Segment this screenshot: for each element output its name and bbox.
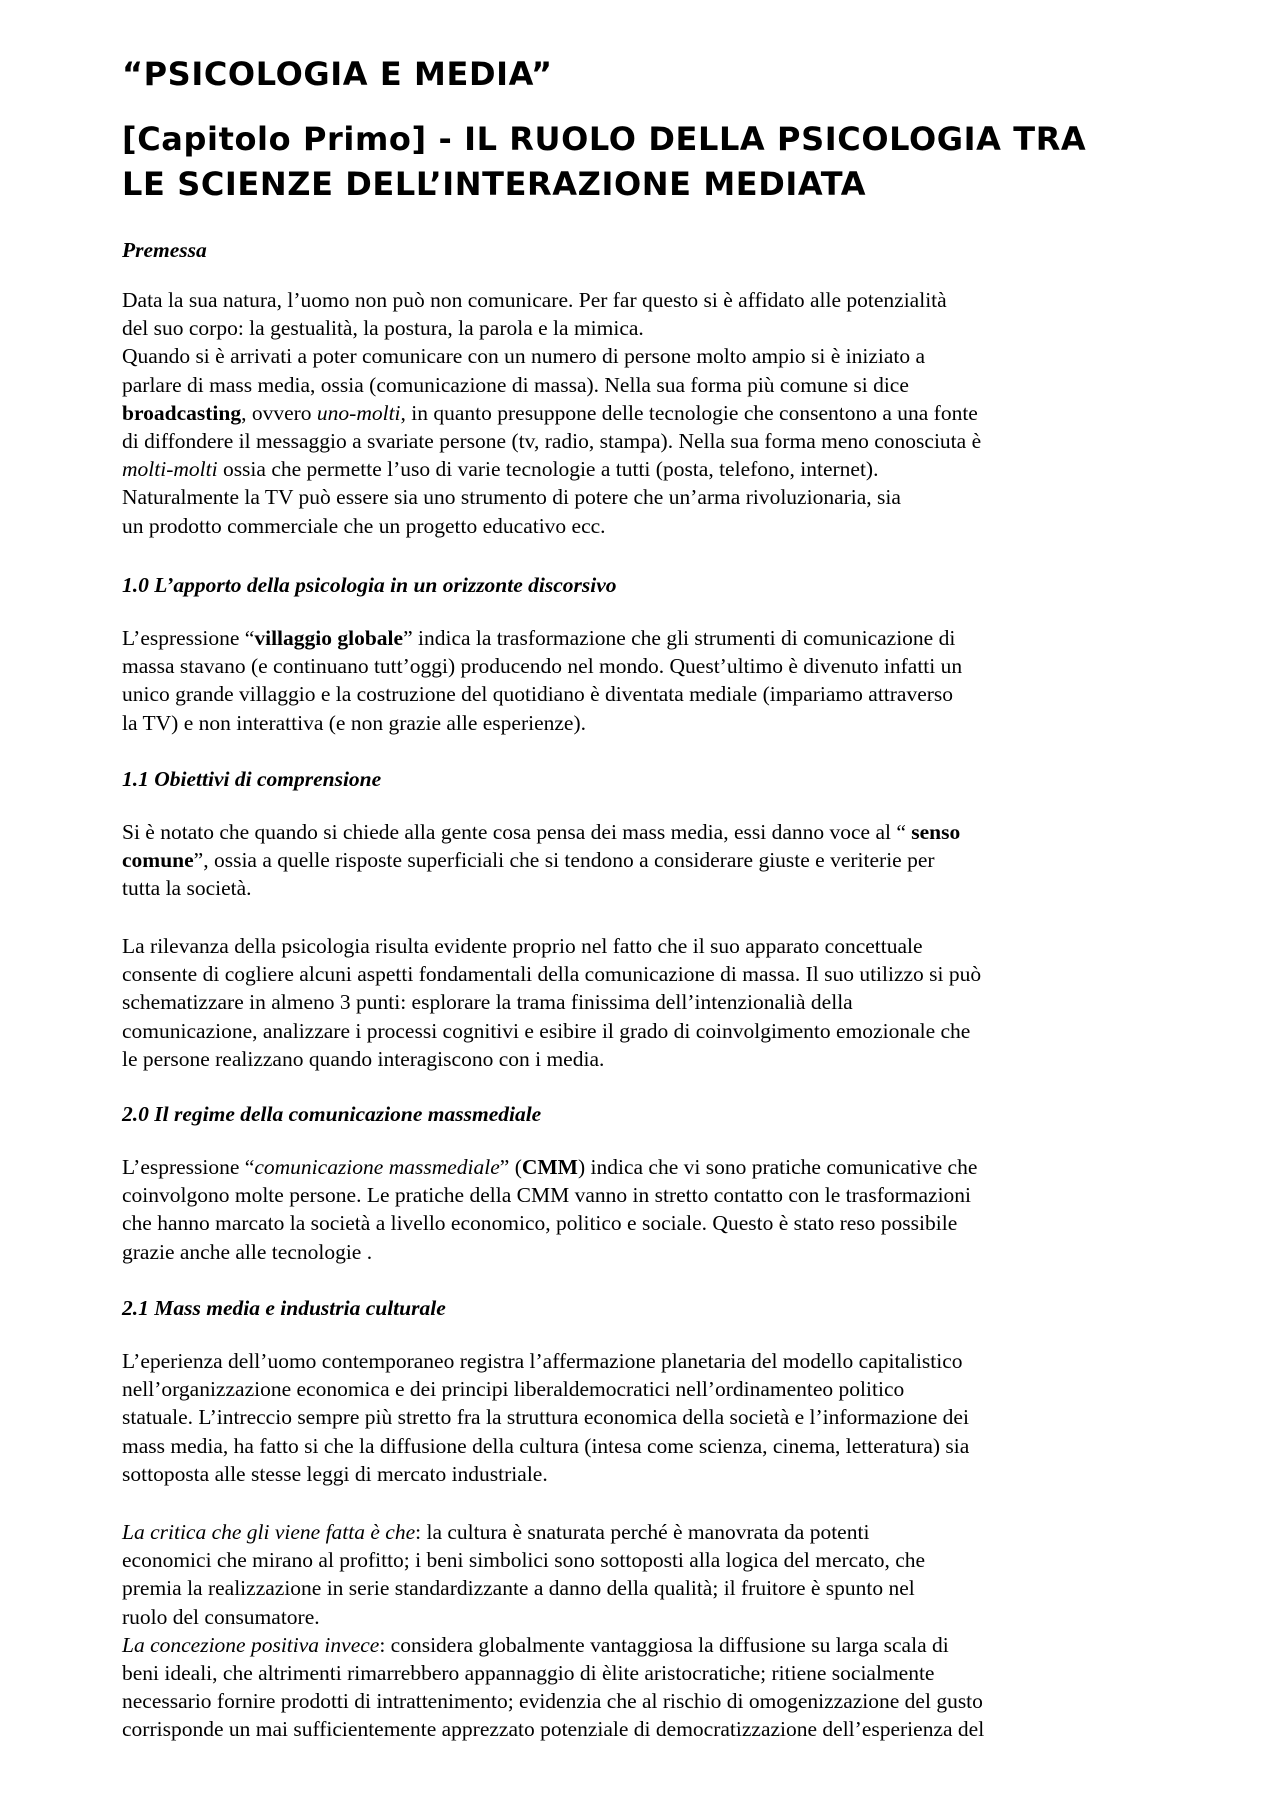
italic-term: uno-molti <box>316 400 401 425</box>
section-1-0-heading: 1.0 L’apporto della psicologia in un orizzonte discorsivo <box>122 573 617 597</box>
premessa-paragraph <box>122 286 1182 540</box>
text-fragment: L’espressione “ <box>122 626 255 650</box>
bold-term: senso <box>911 820 961 844</box>
italic-term: La critica che gli viene fatta è che <box>122 1520 416 1544</box>
text-line: beni ideali, che altrimenti rimarrebbero appannaggio di èlite aristocratiche; ritiene socialmente <box>122 1660 935 1685</box>
chapter-title-line-1: [Capitolo Primo] - IL RUOLO DELLA PSICOLOGIA TRA <box>122 120 1087 158</box>
text-line: che hanno marcato la società a livello economico, politico e sociale. Questo è stato reso possibile <box>122 1211 958 1236</box>
text-line <box>122 1631 1182 1659</box>
bold-term: comune <box>122 848 194 873</box>
section-2-0-heading: 2.0 Il regime della comunicazione massmediale <box>122 1102 542 1126</box>
text-fragment: ” indica la trasformazione che gli strumenti di comunicazione di <box>403 626 956 650</box>
italic-term: La concezione positiva invece <box>122 1632 380 1657</box>
document-title: “PSICOLOGIA E MEDIA” <box>122 55 553 93</box>
section-2-1-paragraph-2 <box>122 1518 1182 1744</box>
text-line <box>122 399 1182 427</box>
text-line: necessario fornire prodotti di intrattenimento; evidenzia che al rischio di omogenizzazione del gusto <box>122 1689 983 1714</box>
text-line <box>122 846 1182 874</box>
italic-term: comunicazione massmediale <box>254 1155 500 1179</box>
text-fragment: , ovvero <box>241 400 317 425</box>
text-line: statuale. L’intreccio sempre più stretto fra la struttura economica della società e l’informazione dei <box>122 1405 969 1430</box>
text-fragment: ) indica che vi sono pratiche comunicative che <box>577 1155 978 1179</box>
section-2-1-heading: 2.1 Mass media e industria culturale <box>122 1296 446 1320</box>
text-fragment: : la cultura è snaturata perché è manovrata da potenti <box>415 1520 870 1544</box>
text-line <box>122 455 1182 483</box>
text-line: le persone realizzano quando interagiscono con i media. <box>122 1046 605 1071</box>
text-fragment: : considera globalmente vantaggiosa la diffusione su larga scala di <box>379 1632 949 1657</box>
text-fragment: ossia che permette l’uso di varie tecnologie a tutti (posta, telefono, internet). <box>217 457 879 482</box>
section-2-1-paragraph-1 <box>122 1347 1182 1488</box>
text-fragment: , in quanto presuppone delle tecnologie che consentono a una fonte <box>400 400 978 425</box>
text-line: grazie anche alle tecnologie . <box>122 1239 373 1264</box>
text-line: coinvolgono molte persone. Le pratiche della CMM vanno in stretto contatto con le trasformazioni <box>122 1183 972 1208</box>
text-line: consente di cogliere alcuni aspetti fondamentali della comunicazione di massa. Il suo utilizzo si può <box>122 962 982 987</box>
text-line: premia la realizzazione in serie standardizzante a danno della qualità; il fruitore è spunto nel <box>122 1576 915 1601</box>
text-line <box>122 624 1182 652</box>
text-line: del suo corpo: la gestualità, la postura, la parola e la mimica. <box>122 316 644 341</box>
text-line: comunicazione, analizzare i processi cognitivi e esibire il grado di coinvolgimento emozionale che <box>122 1018 971 1043</box>
section-1-1-paragraph-2 <box>122 932 1182 1073</box>
italic-term: molti-molti <box>122 457 218 482</box>
text-line <box>122 1153 1182 1181</box>
text-line: corrisponde un mai sufficientemente apprezzato potenziale di democratizzazione dell’esperienza del <box>122 1717 985 1742</box>
text-line: di diffondere il messaggio a svariate persone (tv, radio, stampa). Nella sua forma meno conosciuta è <box>122 428 982 453</box>
text-fragment: L’espressione “ <box>122 1155 255 1179</box>
text-line: unico grande villaggio e la costruzione del quotidiano è diventata mediale (impariamo attraverso <box>122 682 954 707</box>
bold-term: villaggio globale <box>254 626 404 650</box>
text-line <box>122 818 1182 846</box>
bold-term: broadcasting <box>122 400 242 425</box>
section-1-1-heading: 1.1 Obiettivi di comprensione <box>122 767 382 791</box>
text-line: massa stavano (e continuano tutt’oggi) producendo nel mondo. Quest’ultimo è divenuto infatti un <box>122 654 963 679</box>
bold-term: CMM <box>521 1155 578 1179</box>
premessa-heading: Premessa <box>122 238 207 262</box>
text-line: schematizzare in almeno 3 punti: esplorare la trama finissima dell’intenzionalià della <box>122 990 853 1015</box>
text-line: mass media, ha fatto si che la diffusione della cultura (intesa come scienza, cinema, letteratura) sia <box>122 1433 970 1458</box>
text-line: Naturalmente la TV può essere sia uno strumento di potere che un’arma rivoluzionaria, sia <box>122 485 901 510</box>
text-line: La rilevanza della psicologia risulta evidente proprio nel fatto che il suo apparato concettuale <box>122 934 923 958</box>
text-line: Data la sua natura, l’uomo non può non comunicare. Per far questo si è affidato alle potenzialità <box>122 288 947 312</box>
text-line: L’eperienza dell’uomo contemporaneo registra l’affermazione planetaria del modello capitalistico <box>122 1349 963 1373</box>
text-line: ruolo del consumatore. <box>122 1604 320 1629</box>
section-1-0-paragraph <box>122 624 1182 737</box>
text-fragment: ”, ossia a quelle risposte superficiali che si tendono a considerare giuste e veriterie per <box>193 848 935 873</box>
text-line: un prodotto commerciale che un progetto educativo ecc. <box>122 513 606 538</box>
section-1-1-paragraph-1 <box>122 818 1182 903</box>
chapter-title-line-2: LE SCIENZE DELL’INTERAZIONE MEDIATA <box>122 165 867 203</box>
section-2-0-paragraph <box>122 1153 1182 1266</box>
text-line: parlare di mass media, ossia (comunicazione di massa). Nella sua forma più comune si dice <box>122 372 909 397</box>
text-line: tutta la società. <box>122 876 252 901</box>
text-line: la TV) e non interattiva (e non grazie alle esperienze). <box>122 710 587 735</box>
text-line: economici che mirano al profitto; i beni simbolici sono sottoposti alla logica del mercato, che <box>122 1548 926 1573</box>
text-line: Quando si è arrivati a poter comunicare con un numero di persone molto ampio si è iniziato a <box>122 344 926 369</box>
text-line: sottoposta alle stesse leggi di mercato industriale. <box>122 1461 548 1486</box>
text-line <box>122 1518 1182 1546</box>
text-fragment: ” ( <box>499 1155 522 1179</box>
text-fragment: Si è notato che quando si chiede alla gente cosa pensa dei mass media, essi danno voce al “ <box>122 820 912 844</box>
text-line: nell’organizzazione economica e dei principi liberaldemocratici nell’ordinamenteo politico <box>122 1377 905 1402</box>
